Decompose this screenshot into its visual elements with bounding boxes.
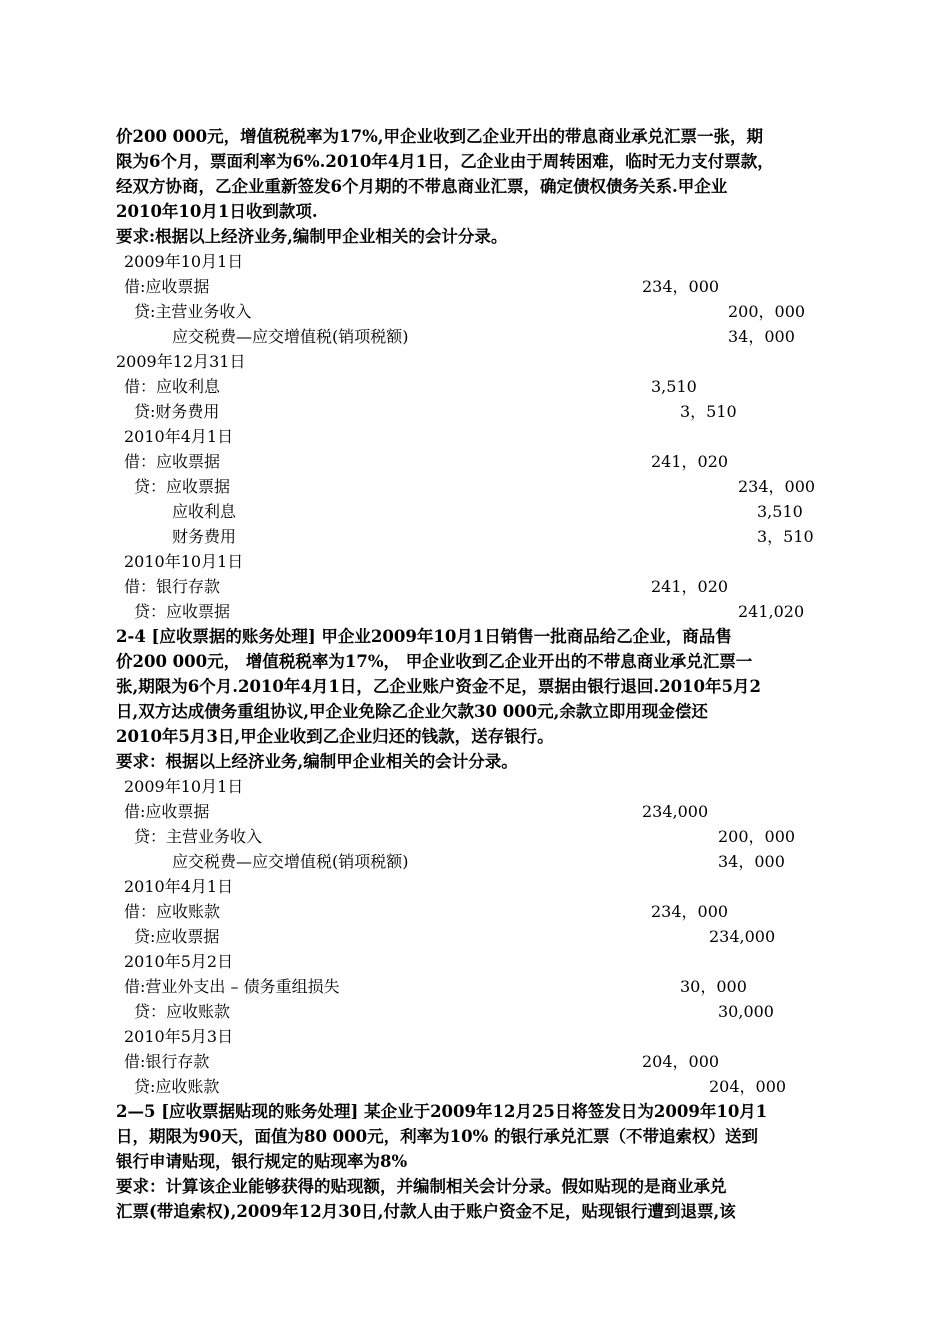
paragraph-line: 价200 000元， 增值税税率为17%， 甲企业收到乙企业开出的不带息商业承兑汇票一 [116, 652, 753, 671]
requirement-line: 要求：根据以上经济业务,编制甲企业相关的会计分录。 [116, 752, 518, 771]
debit-amount: 234，000 [651, 902, 729, 921]
paragraph-line: 银行申请贴现，银行规定的贴现率为8% [116, 1152, 408, 1171]
debit-account: 借:应收票据 [124, 802, 210, 821]
debit-amount: 3,510 [651, 377, 697, 396]
credit-account: 贷：主营业务收入 [134, 827, 263, 846]
credit-amount: 234,000 [709, 927, 776, 946]
credit-account: 贷:财务费用 [134, 402, 220, 421]
credit-account: 贷:应收账款 [134, 1077, 220, 1096]
paragraph-line: 日，期限为90天，面值为80 000元，利率为10% 的银行承兑汇票（不带追索权）送到 [116, 1127, 758, 1146]
credit-account: 应交税费—应交增值税(销项税额) [172, 327, 409, 346]
debit-amount: 241，020 [651, 577, 729, 596]
credit-account: 贷：应收票据 [134, 602, 231, 621]
paragraph-line: 2010年10月1日收到款项. [116, 202, 318, 221]
paragraph-line: 限为6个月，票面利率为6%.2010年4月1日，乙企业由于周转困难，临时无力支付票款， [116, 152, 774, 171]
debit-account: 借:应收票据 [124, 277, 210, 296]
paragraph-line: 2010年5月3日,甲企业收到乙企业归还的钱款，送存银行。 [116, 727, 554, 746]
credit-account: 贷:应收票据 [134, 927, 220, 946]
debit-account: 借:营业外支出 – 债务重组损失 [124, 977, 340, 996]
entry-date: 2010年5月2日 [124, 952, 234, 971]
debit-account: 借：应收账款 [124, 902, 221, 921]
credit-account: 应收利息 [172, 502, 237, 521]
credit-amount: 204，000 [709, 1077, 787, 1096]
entry-date: 2010年4月1日 [124, 877, 234, 896]
debit-amount: 241，020 [651, 452, 729, 471]
credit-amount: 34，000 [718, 852, 785, 871]
entry-date: 2010年4月1日 [124, 427, 234, 446]
debit-account: 借：应收票据 [124, 452, 221, 471]
credit-amount: 3，510 [680, 402, 737, 421]
requirement-line: 要求:根据以上经济业务,编制甲企业相关的会计分录。 [116, 227, 508, 246]
credit-amount: 234，000 [738, 477, 816, 496]
credit-amount: 200，000 [728, 302, 806, 321]
debit-account: 借:银行存款 [124, 1052, 210, 1071]
debit-account: 借：应收利息 [124, 377, 221, 396]
paragraph-line: 价200 000元，增值税税率为17%,甲企业收到乙企业开出的带息商业承兑汇票一张，期 [116, 127, 764, 146]
debit-amount: 234，000 [642, 277, 720, 296]
paragraph-line: 张,期限为6个月.2010年4月1日，乙企业账户资金不足，票据由银行退回.2010年5月2 [116, 677, 761, 696]
paragraph-line: 经双方协商，乙企业重新签发6个月期的不带息商业汇票，确定债权债务关系.甲企业 [116, 177, 728, 196]
problem-heading: 2-4 [应收票据的账务处理] 甲企业2009年10月1日销售一批商品给乙企业，商品售 [116, 627, 732, 646]
credit-amount: 241,020 [738, 602, 805, 621]
credit-amount: 30,000 [718, 1002, 774, 1021]
credit-amount: 3，510 [757, 527, 814, 546]
credit-amount: 34，000 [728, 327, 795, 346]
entry-date: 2009年12月31日 [116, 352, 246, 371]
credit-account: 贷：应收票据 [134, 477, 231, 496]
problem-heading: 2—5 [应收票据贴现的账务处理] 某企业于2009年12月25日将签发日为2009年10月1 [116, 1102, 768, 1121]
credit-account: 贷：应收账款 [134, 1002, 231, 1021]
credit-account: 贷:主营业务收入 [134, 302, 252, 321]
debit-account: 借：银行存款 [124, 577, 221, 596]
credit-amount: 200，000 [718, 827, 796, 846]
credit-account: 应交税费—应交增值税(销项税额) [172, 852, 409, 871]
paragraph-line: 日,双方达成债务重组协议,甲企业免除乙企业欠款30 000元,余款立即用现金偿还 [116, 702, 708, 721]
entry-date: 2010年10月1日 [124, 552, 244, 571]
credit-account: 财务费用 [172, 527, 237, 546]
debit-amount: 30，000 [680, 977, 747, 996]
entry-date: 2009年10月1日 [124, 252, 244, 271]
paragraph-line: 汇票(带追索权),2009年12月30日,付款人由于账户资金不足，贴现银行遭到退票,该 [116, 1202, 736, 1221]
requirement-line: 要求：计算该企业能够获得的贴现额，并编制相关会计分录。假如贴现的是商业承兑 [116, 1177, 727, 1196]
credit-amount: 3,510 [757, 502, 803, 521]
debit-amount: 204，000 [642, 1052, 720, 1071]
entry-date: 2010年5月3日 [124, 1027, 234, 1046]
entry-date: 2009年10月1日 [124, 777, 244, 796]
debit-amount: 234,000 [642, 802, 709, 821]
